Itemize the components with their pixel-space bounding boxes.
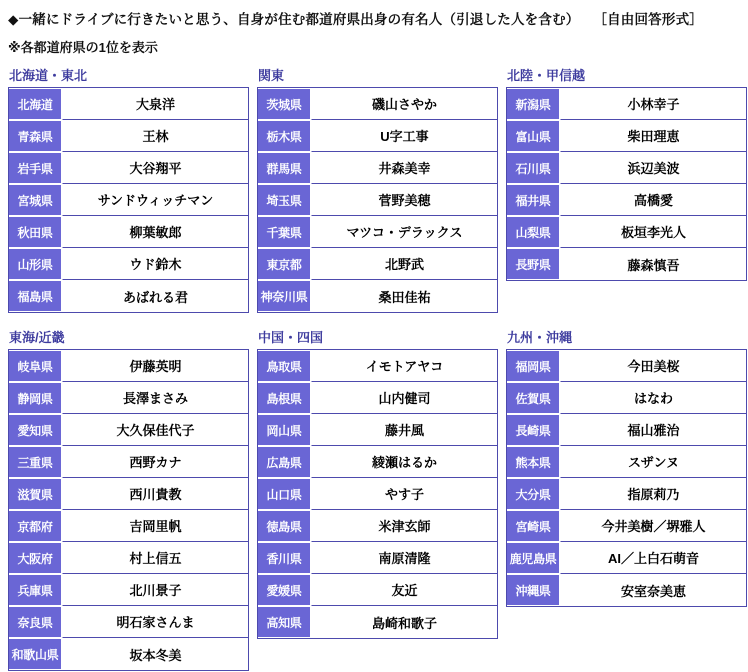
table-row (9, 446, 248, 478)
table-row (258, 574, 497, 606)
table-row (9, 478, 248, 510)
prefecture-cell: 岩手県 (9, 152, 62, 184)
celebrity-cell: ウド鈴木 (62, 248, 248, 280)
celebrity-cell: 綾瀬はるか (311, 446, 497, 478)
celebrity-cell: 藤森慎吾 (560, 248, 746, 280)
prefecture-cell: 長野県 (507, 248, 560, 280)
celebrity-cell: AI／上白石萌音 (560, 542, 746, 574)
display-note: ※各都道府県の1位を表示 (8, 40, 158, 55)
prefecture-cell: 宮城県 (9, 184, 62, 216)
region-table (506, 349, 747, 607)
prefecture-cell: 北海道 (9, 88, 62, 120)
region-group (257, 327, 498, 639)
table-row (9, 120, 248, 152)
celebrity-cell: あばれる君 (62, 280, 248, 312)
prefecture-cell: 山形県 (9, 248, 62, 280)
prefecture-cell: 兵庫県 (9, 574, 62, 606)
region-table (506, 87, 747, 281)
region-groups-row-top (8, 65, 745, 313)
table-row (258, 120, 497, 152)
celebrity-cell: 桑田佳祐 (311, 280, 497, 312)
celebrity-cell: 王林 (62, 120, 248, 152)
celebrity-cell: やす子 (311, 478, 497, 510)
prefecture-cell: 沖縄県 (507, 574, 560, 606)
table-row (507, 350, 746, 382)
celebrity-cell: 菅野美穂 (311, 184, 497, 216)
table-row (258, 414, 497, 446)
prefecture-cell: 石川県 (507, 152, 560, 184)
celebrity-cell: 柳葉敏郎 (62, 216, 248, 248)
table-row (9, 152, 248, 184)
prefecture-cell: 京都府 (9, 510, 62, 542)
prefecture-cell: 新潟県 (507, 88, 560, 120)
page-title: ◆一緒にドライブに行きたいと思う、自身が住む都道府県出身の有名人（引退した人を含む） ［自由回答形式］ (8, 12, 703, 27)
table-row (258, 510, 497, 542)
prefecture-cell: 福島県 (9, 280, 62, 312)
region-table (8, 349, 249, 671)
celebrity-cell: 友近 (311, 574, 497, 606)
table-row (9, 606, 248, 638)
prefecture-cell: 千葉県 (258, 216, 311, 248)
celebrity-cell: 安室奈美恵 (560, 574, 746, 606)
table-row (9, 216, 248, 248)
celebrity-cell: 吉岡里帆 (62, 510, 248, 542)
table-row (258, 248, 497, 280)
celebrity-cell: 大久保佳代子 (62, 414, 248, 446)
table-row (507, 184, 746, 216)
table-row (507, 446, 746, 478)
celebrity-cell: 明石家さんま (62, 606, 248, 638)
celebrity-cell: 長澤まさみ (62, 382, 248, 414)
region-title: 北海道・東北 (9, 68, 88, 83)
prefecture-cell: 鹿児島県 (507, 542, 560, 574)
table-row (258, 184, 497, 216)
region-title: 関東 (258, 68, 285, 83)
table-row (9, 542, 248, 574)
table-row (9, 184, 248, 216)
region-groups-row-bottom (8, 327, 745, 671)
prefecture-cell: 熊本県 (507, 446, 560, 478)
prefecture-cell: 鳥取県 (258, 350, 311, 382)
celebrity-cell: 指原莉乃 (560, 478, 746, 510)
table-row (258, 280, 497, 312)
prefecture-cell: 宮崎県 (507, 510, 560, 542)
region-table (257, 87, 498, 313)
celebrity-cell: 藤井風 (311, 414, 497, 446)
prefecture-cell: 三重県 (9, 446, 62, 478)
prefecture-cell: 埼玉県 (258, 184, 311, 216)
celebrity-cell: イモトアヤコ (311, 350, 497, 382)
table-row (9, 280, 248, 312)
prefecture-cell: 岡山県 (258, 414, 311, 446)
region-group (8, 65, 249, 313)
table-row (507, 574, 746, 606)
table-row (258, 542, 497, 574)
table-row (258, 88, 497, 120)
celebrity-cell: 浜辺美波 (560, 152, 746, 184)
celebrity-cell: 島崎和歌子 (311, 606, 497, 638)
region-group (257, 65, 498, 313)
table-row (9, 638, 248, 670)
celebrity-cell: 伊藤英明 (62, 350, 248, 382)
celebrity-cell: 今井美樹／堺雅人 (560, 510, 746, 542)
celebrity-cell: 村上信五 (62, 542, 248, 574)
prefecture-cell: 神奈川県 (258, 280, 311, 312)
celebrity-cell: 北野武 (311, 248, 497, 280)
prefecture-cell: 静岡県 (9, 382, 62, 414)
table-row (507, 382, 746, 414)
table-row (9, 350, 248, 382)
table-row (507, 120, 746, 152)
region-title: 中国・四国 (258, 330, 324, 345)
prefecture-cell: 東京都 (258, 248, 311, 280)
table-row (9, 510, 248, 542)
celebrity-cell: サンドウィッチマン (62, 184, 248, 216)
prefecture-cell: 栃木県 (258, 120, 311, 152)
table-row (258, 478, 497, 510)
table-row (507, 216, 746, 248)
table-row (258, 350, 497, 382)
celebrity-cell: 西野カナ (62, 446, 248, 478)
prefecture-cell: 青森県 (9, 120, 62, 152)
celebrity-cell: 磯山さやか (311, 88, 497, 120)
celebrity-cell: 柴田理恵 (560, 120, 746, 152)
table-row (258, 216, 497, 248)
prefecture-cell: 岐阜県 (9, 350, 62, 382)
prefecture-cell: 長崎県 (507, 414, 560, 446)
prefecture-cell: 大阪府 (9, 542, 62, 574)
region-table (257, 349, 498, 639)
prefecture-cell: 富山県 (507, 120, 560, 152)
region-title: 東海/近畿 (9, 330, 65, 345)
prefecture-cell: 秋田県 (9, 216, 62, 248)
celebrity-cell: マツコ・デラックス (311, 216, 497, 248)
table-row (507, 414, 746, 446)
table-row (258, 152, 497, 184)
table-row (9, 574, 248, 606)
region-title: 北陸・甲信越 (507, 68, 586, 83)
prefecture-cell: 大分県 (507, 478, 560, 510)
table-row (9, 414, 248, 446)
celebrity-cell: 米津玄師 (311, 510, 497, 542)
prefecture-cell: 島根県 (258, 382, 311, 414)
table-row (507, 248, 746, 280)
celebrity-cell: 今田美桜 (560, 350, 746, 382)
celebrity-cell: 小林幸子 (560, 88, 746, 120)
table-row (507, 478, 746, 510)
table-row (258, 382, 497, 414)
celebrity-cell: 西川貴教 (62, 478, 248, 510)
prefecture-cell: 広島県 (258, 446, 311, 478)
table-row (507, 88, 746, 120)
celebrity-cell: 大谷翔平 (62, 152, 248, 184)
table-row (9, 88, 248, 120)
prefecture-cell: 高知県 (258, 606, 311, 638)
prefecture-cell: 滋賀県 (9, 478, 62, 510)
table-row (258, 446, 497, 478)
region-title: 九州・沖縄 (507, 330, 573, 345)
prefecture-cell: 奈良県 (9, 606, 62, 638)
prefecture-cell: 愛媛県 (258, 574, 311, 606)
celebrity-cell: 坂本冬美 (62, 638, 248, 670)
region-group (8, 327, 249, 671)
celebrity-cell: 福山雅治 (560, 414, 746, 446)
prefecture-cell: 和歌山県 (9, 638, 62, 670)
celebrity-cell: 大泉洋 (62, 88, 248, 120)
celebrity-cell: 南原清隆 (311, 542, 497, 574)
prefecture-cell: 佐賀県 (507, 382, 560, 414)
prefecture-cell: 香川県 (258, 542, 311, 574)
table-row (507, 510, 746, 542)
table-row (507, 542, 746, 574)
celebrity-cell: 山内健司 (311, 382, 497, 414)
prefecture-cell: 茨城県 (258, 88, 311, 120)
table-row (9, 248, 248, 280)
celebrity-cell: 井森美幸 (311, 152, 497, 184)
table-row (9, 382, 248, 414)
region-table (8, 87, 249, 313)
celebrity-cell: 高橋愛 (560, 184, 746, 216)
celebrity-cell: U字工事 (311, 120, 497, 152)
prefecture-cell: 福岡県 (507, 350, 560, 382)
region-group (506, 65, 747, 281)
region-group (506, 327, 747, 607)
table-row (258, 606, 497, 638)
celebrity-cell: はなわ (560, 382, 746, 414)
celebrity-cell: 北川景子 (62, 574, 248, 606)
prefecture-cell: 山梨県 (507, 216, 560, 248)
celebrity-cell: スザンヌ (560, 446, 746, 478)
prefecture-cell: 愛知県 (9, 414, 62, 446)
prefecture-cell: 山口県 (258, 478, 311, 510)
table-row (507, 152, 746, 184)
celebrity-cell: 板垣李光人 (560, 216, 746, 248)
prefecture-cell: 福井県 (507, 184, 560, 216)
prefecture-cell: 徳島県 (258, 510, 311, 542)
prefecture-cell: 群馬県 (258, 152, 311, 184)
